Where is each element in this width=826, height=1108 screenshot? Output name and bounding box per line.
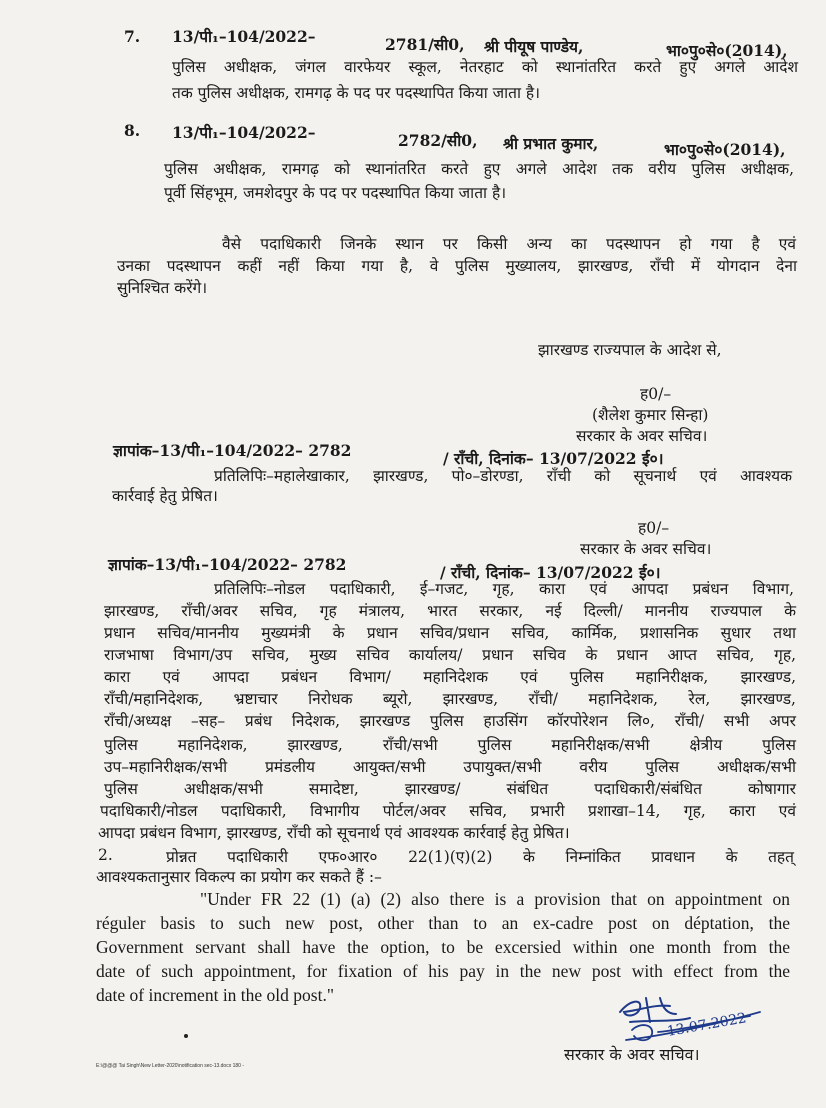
point-2-number: 2. <box>98 846 113 864</box>
memo-2-cc-line: राजभाषा विभाग/उप सचिव, मुख्य सचिव कार्यालय/ प्रधान सचिव के प्रधान आप्त सचिव, गृह, <box>104 646 796 664</box>
point-2-line-1: प्रोन्नत पदाधिकारी एफ०आर० 22(1)(ए)(2) के निम्नांकित प्रावधान के तहत् <box>166 848 794 866</box>
footer-file-path: E:\@@@ Tai Singh\New Letter-2020\notification sec-13.docx 180 - <box>96 1063 244 1069</box>
memo-2-cc-line: प्रधान सचिव/माननीय मुख्यमंत्री के प्रधान सचिव/प्रधान सचिव, कार्मिक, प्रशासनिक सुधार तथा <box>104 624 796 642</box>
memo-2-cc-line: आपदा प्रबंधन विभाग, झारखण्ड, राँची को सूचनार्थ एवं आवश्यक कार्रवाई हेतु प्रेषित। <box>98 824 570 842</box>
item-8-cadre: भा०पु०से०(2014), <box>664 140 786 159</box>
quote-line-4: date of such appointment, for fixation of his pay in the new post with effect from the <box>96 961 790 981</box>
signed-mark-2: ह0/– <box>638 519 670 537</box>
quote-line-1: "Under FR 22 (1) (a) (2) also there is a provision that on appointment on <box>200 889 790 909</box>
signatory-designation-2: सरकार के अवर सचिव। <box>580 540 712 558</box>
para-line-1: वैसे पदाधिकारी जिनके स्थान पर किसी अन्य का पदस्थापन हो गया है एवं <box>222 235 796 253</box>
memo-2-cc-line: उप–महानिरीक्षक/सभी प्रमंडलीय आयुक्त/सभी उपायुक्त/सभी वरीय पुलिस अधीक्षक/सभी <box>104 758 796 776</box>
item-7-cadre: भा०पु०से०(2014), <box>666 41 788 60</box>
para-line-2: उनका पदस्थापन कहीं नहीं किया गया है, वे पुलिस मुख्यालय, झारखण्ड, राँची में योगदान देना <box>117 257 797 275</box>
memo-2-place-date: / राँची, दिनांक– 13/07/2022 ई०। <box>440 563 661 582</box>
memo-2-cc-line: राँची/अध्यक्ष –सह– प्रबंध निदेशक, झारखण्ड पुलिस हाउसिंग कॉरपोरेशन लि०, राँची/ सभी अपर <box>104 712 796 730</box>
ink-dot <box>184 1034 188 1038</box>
memo-2-cc-line: राँची/महानिदेशक, भ्रष्टाचार निरोधक ब्यूरो, झारखण्ड, राँची/ महानिदेशक, रेल, झारखण्ड, <box>104 690 796 708</box>
memo-2-cc-line: पदाधिकारी/नोडल पदाधिकारी, विभागीय पोर्टल/अवर सचिव, प्रभारी प्रशाखा–14, गृह, कारा एवं <box>100 802 796 820</box>
final-designation: सरकार के अवर सचिव। <box>564 1045 700 1064</box>
signature-scribble-icon <box>610 992 780 1052</box>
item-8-officer-name: श्री प्रभात कुमार, <box>503 134 599 153</box>
memo-2-cc-line: प्रतिलिपिः–नोडल पदाधिकारी, ई–गजट, गृह, कारा एवं आपदा प्रबंधन विभाग, <box>214 580 794 598</box>
item-8-line-2: पुलिस अधीक्षक, रामगढ़ को स्थानांतरित करते हुए अगले आदेश तक वरीय पुलिस अधीक्षक, <box>164 160 794 178</box>
item-7-order-no: 2781/सी0, <box>385 35 465 54</box>
signatory-designation-1: सरकार के अवर सचिव। <box>576 427 708 445</box>
memo-1-place-date: / राँची, दिनांक– 13/07/2022 ई०। <box>443 449 664 468</box>
memo-2-cc-line: पुलिस अधीक्षक/सभी समादेष्टा, झारखण्ड/ संबंधित पदाधिकारी/संबंधित कोषागार <box>104 780 796 798</box>
item-7-line-3: तक पुलिस अधीक्षक, रामगढ़ के पद पर पदस्थापित किया जाता है। <box>172 84 541 102</box>
memo-2-ref: ज्ञापांक–13/पी₁–104/2022– 2782 <box>108 555 347 574</box>
quote-line-5: date of increment in the old post." <box>96 985 334 1005</box>
item-7-ref: 13/पी₁–104/2022– <box>172 27 316 46</box>
item-8-ref: 13/पी₁–104/2022– <box>172 123 316 142</box>
item-8-order-no: 2782/सी0, <box>398 131 478 150</box>
memo-2-cc-line: पुलिस महानिदेशक, झारखण्ड, राँची/सभी पुलिस महानिरीक्षक/सभी क्षेत्रीय पुलिस <box>104 736 796 754</box>
point-2-line-2: आवश्यकतानुसार विकल्प का प्रयोग कर सकते हैं :– <box>96 868 382 886</box>
item-8-line-3: पूर्वी सिंहभूम, जमशेदपुर के पद पर पदस्थापित किया जाता है। <box>164 184 507 202</box>
item-8-number: 8. <box>124 121 141 140</box>
memo-2-cc-line: कारा एवं आपदा प्रबंधन विभाग/ महानिदेशक एवं पुलिस महानिरीक्षक, झारखण्ड, <box>104 668 796 686</box>
signed-mark-1: ह0/– <box>640 385 672 403</box>
item-7-line-2: पुलिस अधीक्षक, जंगल वारफेयर स्कूल, नेतरहाट को स्थानांतरित करते हुए अगले आदेश <box>172 58 798 76</box>
item-7-number: 7. <box>124 27 141 46</box>
memo-1-cc-line-1: प्रतिलिपिः–महालेखाकार, झारखण्ड, पो०–डोरण्डा, राँची को सूचनार्थ एवं आवश्यक <box>214 467 792 485</box>
memo-2-cc-line: झारखण्ड, राँची/अवर सचिव, गृह मंत्रालय, भारत सरकार, नई दिल्ली/ माननीय राज्यपाल के <box>104 602 796 620</box>
quote-line-2: réguler basis to such new post, other than to an ex-cadre post on déptation, the <box>96 913 790 933</box>
para-line-3: सुनिश्चित करेंगे। <box>117 279 208 297</box>
quote-line-3: Government servant shall have the option, to be excersied within one month from the <box>96 937 790 957</box>
memo-1-ref: ज्ञापांक–13/पी₁–104/2022– 2782 <box>113 441 352 460</box>
signature-date: 13.07.2022 <box>665 1010 748 1040</box>
memo-1-cc-line-2: कार्रवाई हेतु प्रेषित। <box>112 487 218 505</box>
order-by-line: झारखण्ड राज्यपाल के आदेश से, <box>538 341 722 359</box>
item-7-officer-name: श्री पीयूष पाण्डेय, <box>484 37 584 56</box>
handwritten-signature <box>610 992 780 1052</box>
signatory-name: (शैलेश कुमार सिन्हा) <box>592 406 709 424</box>
